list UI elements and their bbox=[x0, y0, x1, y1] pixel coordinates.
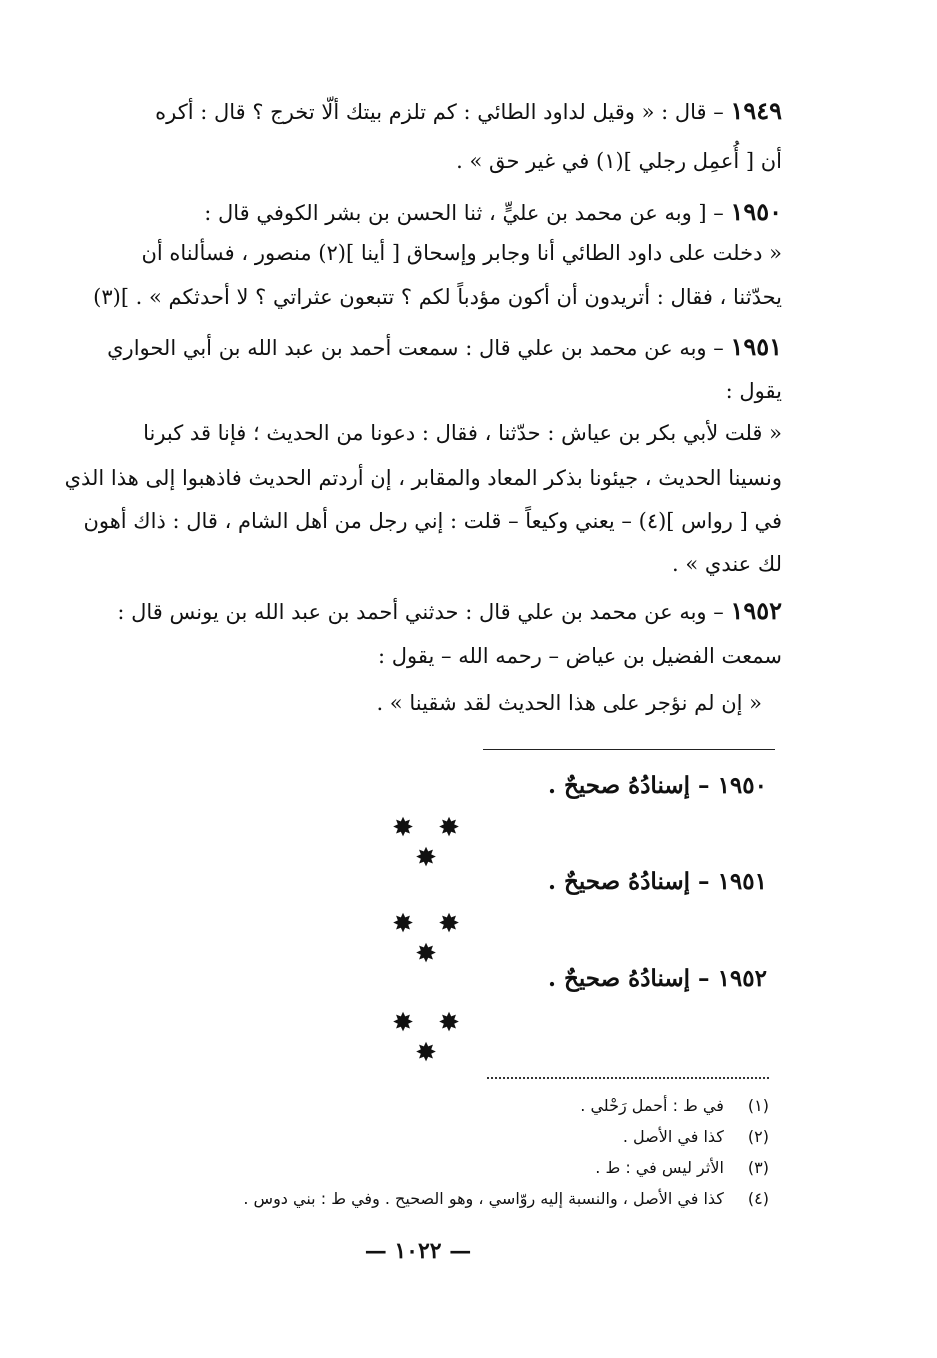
footnote-mark: (١) bbox=[747, 1096, 769, 1115]
footnote-4 bbox=[243, 1188, 769, 1210]
footnote-text: في ط : أحمل رَحْلي . bbox=[580, 1096, 724, 1115]
footnote-text: كذا في الأصل . bbox=[622, 1127, 724, 1146]
entry-1952-line-3: « إن لم نؤجر على هذا الحديث لقد شقينا » . bbox=[376, 691, 762, 715]
star-separator: ✸ ✸ ✸ bbox=[392, 1008, 468, 1068]
entry-1949-line-1 bbox=[154, 98, 782, 125]
footnote-2 bbox=[623, 1126, 769, 1148]
entry-1950-line-3: يحدّثنا ، فقال : أتريدون أن أكون مؤدباً لكم ؟ تتبعون عثراتي ؟ لا أحدثكم » . ](٣) bbox=[93, 285, 782, 309]
entry-1950-line-1 bbox=[204, 199, 782, 226]
entry-1951-line-4: ونسينا الحديث ، جيئونا بذكر المعاد والمقابر ، إن أردتم الحديث فاذهبوا إلى هذا الذي bbox=[64, 466, 782, 490]
footnote-3 bbox=[595, 1157, 769, 1179]
entry-1952-line-1 bbox=[117, 598, 782, 625]
entry-number: ١٩٤٩ bbox=[730, 96, 782, 125]
entry-text: – وبه عن محمد بن علي قال : حدثني أحمد بن عبد الله بن يونس قال : bbox=[117, 600, 724, 624]
entry-1949-line-2: أن [ أُعمِل رجلي ](١) في غير حق » . bbox=[456, 149, 782, 173]
entry-number: ١٩٥٠ bbox=[730, 197, 782, 226]
footnote-mark: (٣) bbox=[747, 1158, 769, 1177]
star-separator: ✸ ✸ ✸ bbox=[392, 909, 468, 969]
verdict-text: – إسنادُهُ صحيحٌ . bbox=[547, 772, 710, 799]
footnote-text: كذا في الأصل ، والنسبة إليه روّاسي ، وهو الصحيح . وفي ط : بني دوس . bbox=[243, 1189, 724, 1208]
star-separator: ✸ ✸ ✸ bbox=[392, 813, 468, 873]
verdict-1951 bbox=[548, 868, 767, 895]
entry-number: ١٩٥١ bbox=[730, 332, 782, 361]
entry-text: – [ وبه عن محمد بن عليٍّ ، ثنا الحسن بن بشر الكوفي قال : bbox=[204, 201, 724, 225]
verdict-1952 bbox=[548, 965, 767, 992]
entry-text: – وبه عن محمد بن علي قال : سمعت أحمد بن عبد الله بن أبي الحواري bbox=[107, 336, 724, 360]
entry-text: – قال : « وقيل لداود الطائي : كم تلزم بيتك ألّا تخرج ؟ قال : أكره bbox=[155, 100, 724, 124]
section-divider bbox=[483, 749, 775, 750]
footnote-1 bbox=[580, 1095, 769, 1117]
verdict-number: ١٩٥٢ bbox=[717, 965, 767, 992]
verdict-text: – إسنادُهُ صحيحٌ . bbox=[547, 868, 710, 895]
verdict-text: – إسنادُهُ صحيحٌ . bbox=[547, 965, 710, 992]
entry-1951-line-6: لك عندي » . bbox=[672, 552, 782, 576]
entry-1951-line-1 bbox=[107, 334, 782, 361]
entry-1951-line-3: « قلت لأبي بكر بن عياش : حدّثنا ، فقال : دعونا من الحديث ؛ فإنا قد كبرنا bbox=[143, 421, 782, 445]
footnote-divider bbox=[487, 1077, 769, 1079]
verdict-number: ١٩٥١ bbox=[717, 868, 767, 895]
entry-1952-line-2: سمعت الفضيل بن عياض – رحمه الله – يقول : bbox=[378, 644, 782, 668]
entry-number: ١٩٥٢ bbox=[730, 596, 782, 625]
entry-1951-line-2: يقول : bbox=[725, 379, 782, 403]
verdict-1950 bbox=[548, 772, 767, 799]
footnote-mark: (٤) bbox=[747, 1189, 769, 1208]
entry-1950-line-2: « دخلت على داود الطائي أنا وجابر وإسحاق [ أينا ](٢) منصور ، فسألناه أن bbox=[141, 241, 782, 265]
verdict-number: ١٩٥٠ bbox=[717, 772, 767, 799]
footnote-text: الأثر ليس في : ط . bbox=[595, 1158, 724, 1177]
entry-1951-line-5: في [ رواس ](٤) – يعني وكيعاً – قلت : إني رجل من أهل الشام ، قال : ذاك أهون bbox=[83, 509, 782, 533]
footnote-mark: (٢) bbox=[747, 1127, 769, 1146]
page-number: — ١٠٢٢ — bbox=[364, 1238, 472, 1264]
